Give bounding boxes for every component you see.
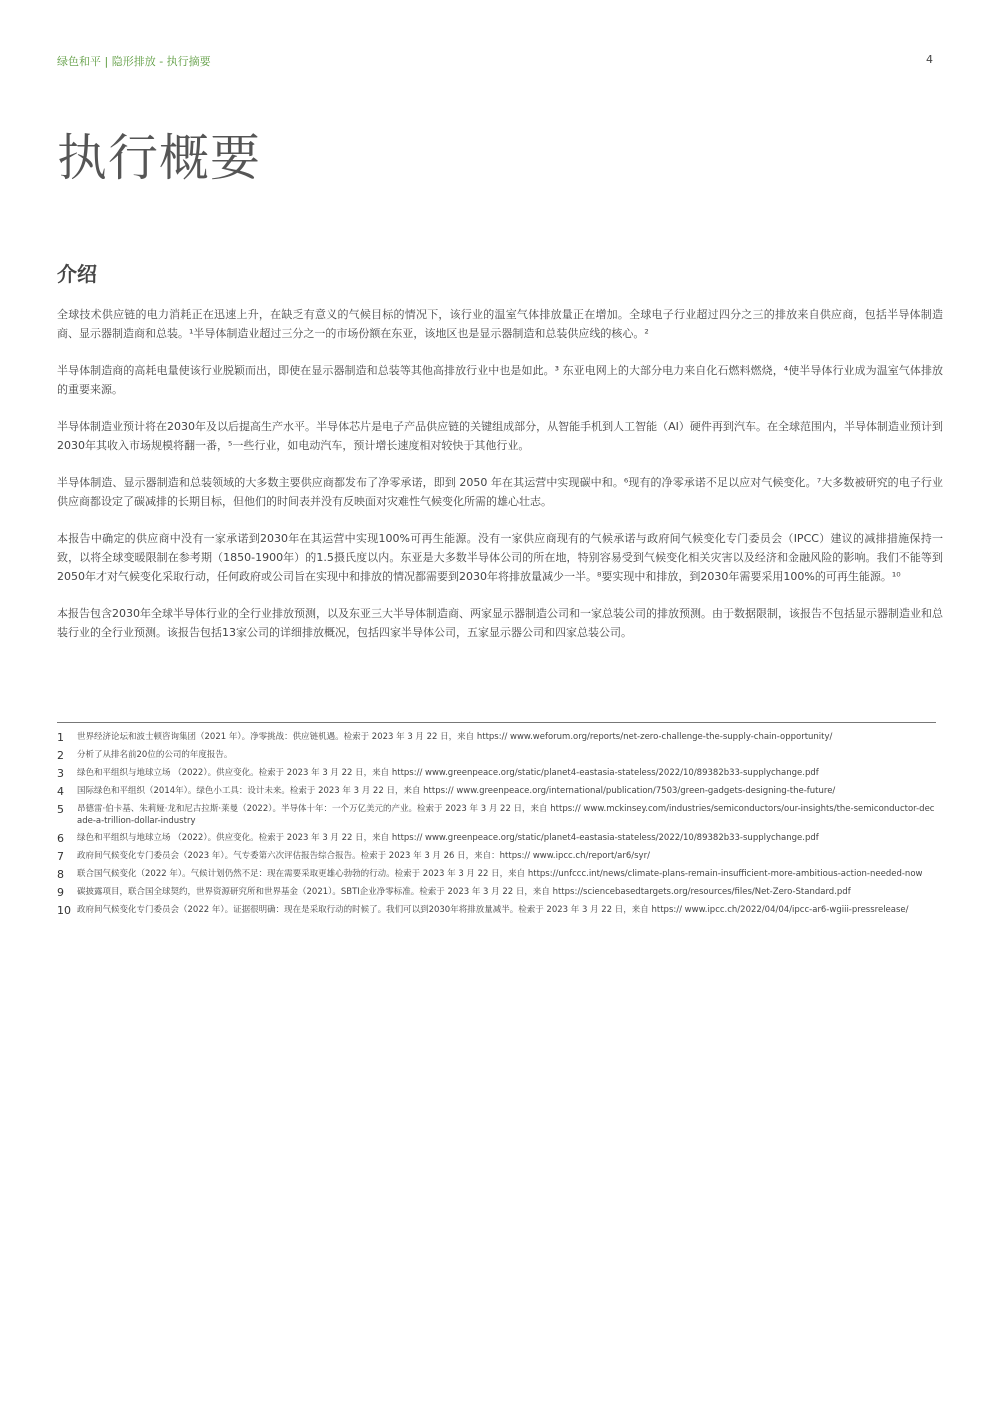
footnote-text: 绿色和平组织与地球立场 （2022）。供应变化。检索于 2023 年 3 月 22 日，来自 https:// www.greenpeace.org/static/planet4-eastasia-stateless/2022/10/89382b33-supplychange.pdf (77, 833, 819, 843)
footnote-text: 绿色和平组织与地球立场 （2022）。供应变化。检索于 2023 年 3 月 22 日，来自 https:// www.greenpeace.org/static/planet4-eastasia-stateless/2022/10/89382b33-supplychange.pdf (77, 768, 819, 778)
footnote-text: 国际绿色和平组织（2014年）。绿色小工具：设计未来。检索于 2023 年 3 月 22 日，来自 https:// www.greenpeace.org/international/publication/7503/green-gadgets-designing-the-future/ (77, 786, 836, 796)
footnote-number: 10 (57, 904, 71, 917)
paragraph: 半导体制造、显示器制造和总装领域的大多数主要供应商都发布了净零承诺，即到 2050 年在其运营中实现碳中和。⁶现有的净零承诺不足以应对气候变化。⁷大多数被研究的电子行业供应商都设定了碳减排的长期目标，但他们的时间表并没有反映面对灾难性气候变化所需的雄心壮志。 (57, 476, 943, 508)
paragraph: 全球技术供应链的电力消耗正在迅速上升，在缺乏有意义的气候目标的情况下，该行业的温室气体排放量正在增加。全球电子行业超过四分之三的排放来自供应商，包括半导体制造商、显示器制造商和总装。¹半导体制造业超过三分之一的市场份额在东亚，该地区也是显示器制造和总装供应线的核心。² (57, 308, 943, 340)
footnote (57, 886, 936, 899)
footnote (57, 904, 936, 917)
footnote (57, 868, 936, 881)
footnote-text: 碳披露项目，联合国全球契约，世界资源研究所和世界基金（2021）。SBTI企业净零标准。检索于 2023 年 3 月 22 日，来自 https://sciencebasedtargets.org/resources/files/Net-Zero-Standard.pdf (77, 887, 851, 897)
footnote-text: 联合国气候变化（2022 年）。气候计划仍然不足：现在需要采取更雄心勃勃的行动。检索于 2023 年 3 月 22 日，来自 https://unfccc.int/news/climate-plans-remain-insufficient-more-ambitious-action-needed-now (77, 869, 923, 879)
footnote-number: 4 (57, 785, 64, 798)
page-number: 4 (926, 53, 933, 66)
footnote (57, 850, 936, 863)
footnotes (57, 731, 936, 922)
footnote-text: 政府间气候变化专门委员会（2023 年）。气专委第六次评估报告综合报告。检索于 2023 年 3 月 26 日，来自：https:// www.ipcc.ch/report/ar6/syr/ (77, 851, 650, 861)
footnote-text: 昂德雷·伯卡基、朱莉娅·龙和尼古拉斯·莱曼（2022）。半导体十年：一个万亿美元的产业。检索于 2023 年 3 月 22 日，来自 https:// www.mckinsey.com/industries/semiconductors/our-insights/the-semiconductor-decade-a-trillion-dollar-industry (77, 804, 935, 826)
footnote-number: 1 (57, 731, 64, 744)
paragraph: 本报告包含2030年全球半导体行业的全行业排放预测，以及东亚三大半导体制造商、两家显示器制造公司和一家总装公司的排放预测。由于数据限制，该报告不包括显示器制造业和总装行业的全行业预测。该报告包括13家公司的详细排放概况，包括四家半导体公司，五家显示器公司和四家总装公司。 (57, 607, 943, 639)
paragraph: 半导体制造商的高耗电量使该行业脱颖而出，即使在显示器制造和总装等其他高排放行业中也是如此。³ 东亚电网上的大部分电力来自化石燃料燃烧，⁴使半导体行业成为温室气体排放的重要来源。 (57, 364, 943, 396)
header-breadcrumb: 绿色和平 | 隐形排放 - 执行摘要 (57, 55, 211, 68)
footnote-number: 5 (57, 803, 64, 816)
paragraph: 本报告中确定的供应商中没有一家承诺到2030年在其运营中实现100%可再生能源。没有一家供应商现有的气候承诺与政府间气候变化专门委员会（IPCC）建议的减排措施保持一致，以将全球变暖限制在参考期（1850-1900年）的1.5摄氏度以内。东亚是大多数半导体公司的所在地，特别容易受到气候变化相关灾害以及经济和金融风险的影响。我们不能等到2050年才对气候变化采取行动，任何政府或公司旨在实现中和排放的情况都需要到2030年将排放量减少一半。⁸要实现中和排放，到2030年需要采用100%的可再生能源。¹⁰ (57, 532, 943, 583)
footnote-number: 6 (57, 832, 64, 845)
footnote-number: 7 (57, 850, 64, 863)
footnote-text: 政府间气候变化专门委员会（2022 年）。证据很明确：现在是采取行动的时候了。我们可以到2030年将排放量减半。检索于 2023 年 3 月 22 日，来自 https:// www.ipcc.ch/2022/04/04/ipcc-ar6-wgiii-pressrelease/ (77, 905, 909, 915)
footnote-number: 9 (57, 886, 64, 899)
footnote-text: 世界经济论坛和波士顿咨询集团（2021 年）。净零挑战：供应链机遇。检索于 2023 年 3 月 22 日，来自 https:// www.weforum.org/reports/net-zero-challenge-the-supply-chain-opportunity/ (77, 732, 833, 742)
footnote (57, 832, 936, 845)
footnote-number: 3 (57, 767, 64, 780)
footnote (57, 785, 936, 798)
paragraph: 半导体制造业预计将在2030年及以后提高生产水平。半导体芯片是电子产品供应链的关键组成部分，从智能手机到人工智能（AI）硬件再到汽车。在全球范围内，半导体制造业预计到2030年其收入市场规模将翻一番，⁵一些行业，如电动汽车，预计增长速度相对较快于其他行业。 (57, 420, 943, 452)
body-text (57, 305, 943, 660)
footnote-number: 2 (57, 749, 64, 762)
section-heading: 介绍 (57, 262, 97, 286)
footnote-divider (57, 722, 936, 723)
page-title: 执行概要 (57, 129, 261, 187)
footnote-text: 分析了从排名前20位的公司的年度报告。 (77, 750, 233, 760)
footnote (57, 749, 936, 762)
footnote-number: 8 (57, 868, 64, 881)
footnote (57, 731, 936, 744)
footnote (57, 803, 936, 827)
footnote (57, 767, 936, 780)
